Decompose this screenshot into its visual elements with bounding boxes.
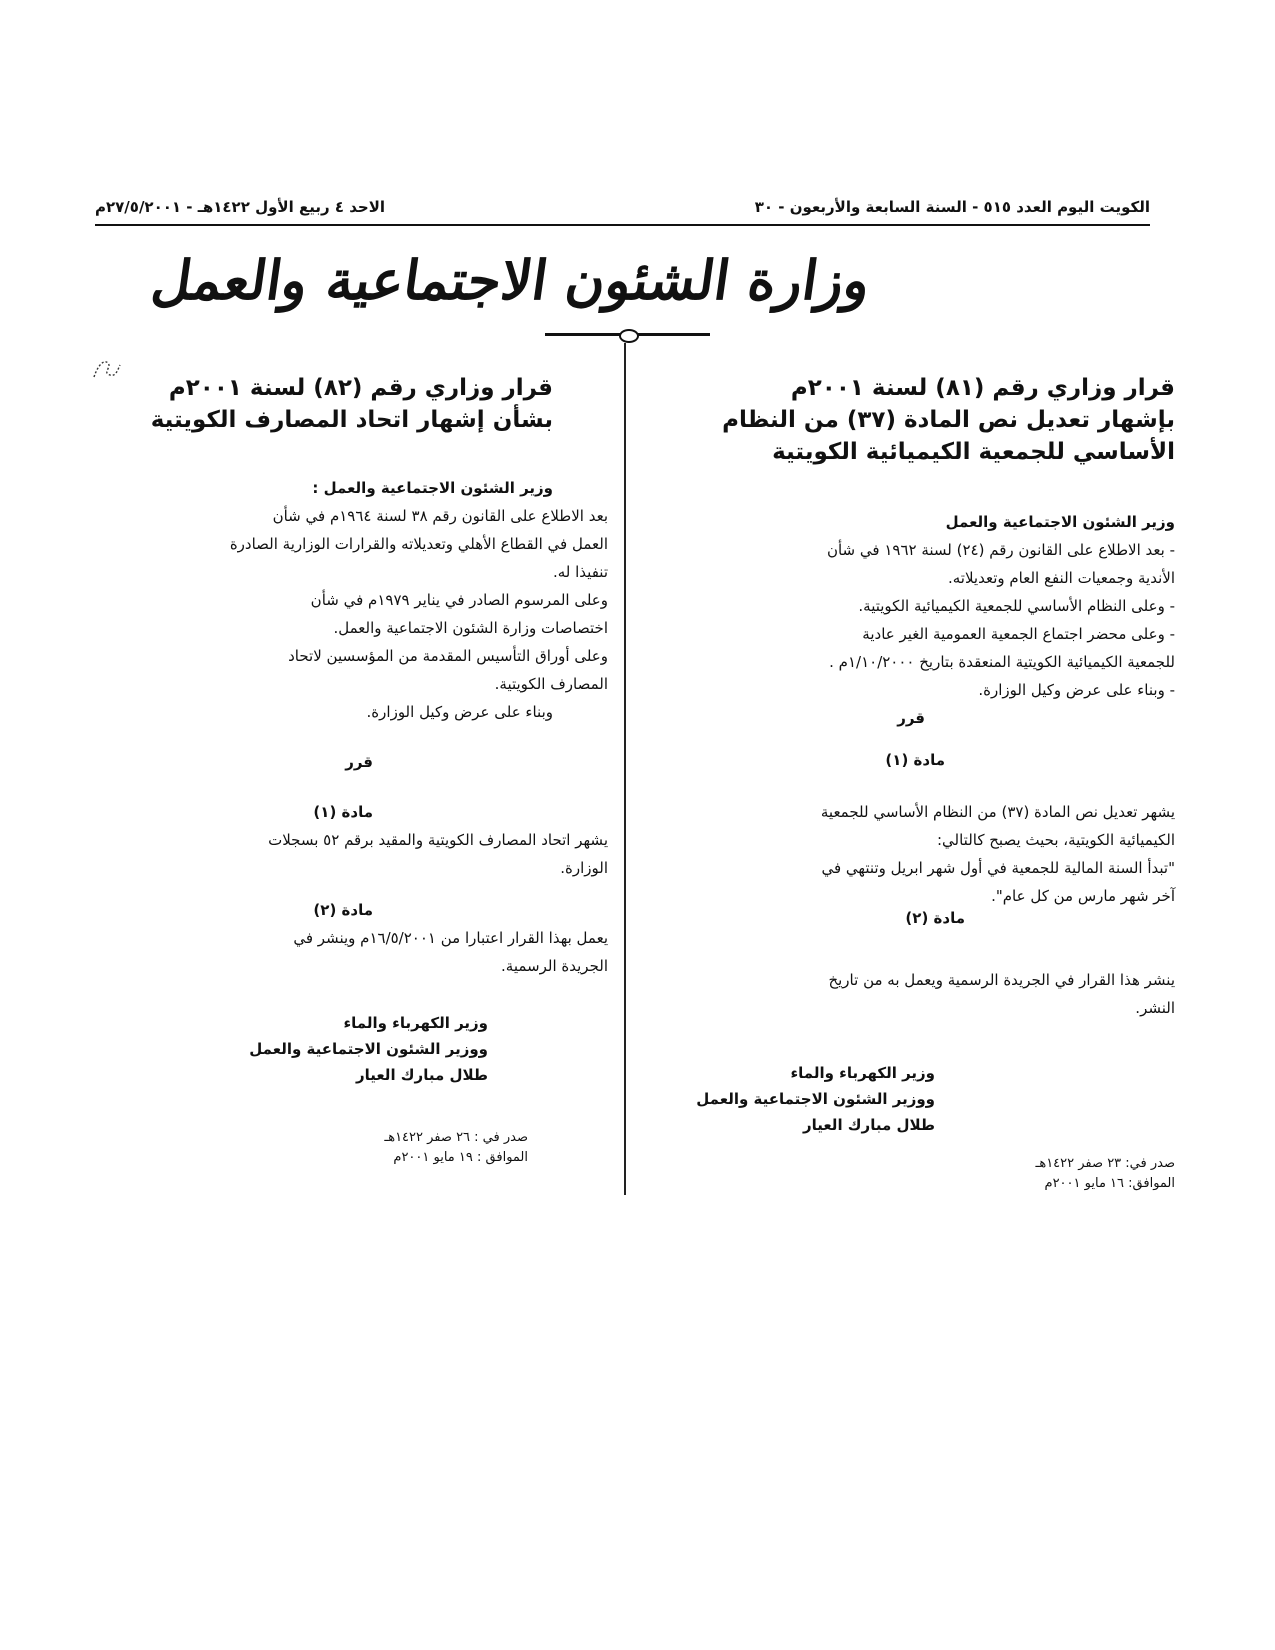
decree-82-issued-date: صدر في : ٢٦ صفر ١٤٢٢هـ bbox=[384, 1130, 528, 1145]
decree-81-corresponding-date: الموافق: ١٦ مايو ٢٠٠١م bbox=[1044, 1176, 1175, 1191]
decree-82-preamble-line: اختصاصات وزارة الشئون الاجتماعية والعمل. bbox=[333, 619, 608, 637]
decree-82-preamble-line: وبناء على عرض وكيل الوزارة. bbox=[366, 703, 553, 721]
decree-82-corresponding-date: الموافق : ١٩ مايو ٢٠٠١م bbox=[393, 1150, 528, 1165]
signature-name: طلال مبارك العيار bbox=[802, 1116, 935, 1134]
decree-82-preamble-line: المصارف الكويتية. bbox=[494, 675, 608, 693]
decree-82-decided: قرر bbox=[345, 753, 373, 771]
decree-81-preamble-line: - بعد الاطلاع على القانون رقم (٢٤) لسنة ١٩٦٢ في شأن bbox=[826, 541, 1175, 559]
decree-81-preamble-line: - وعلى محضر اجتماع الجمعية العمومية الغير عادية bbox=[862, 625, 1175, 643]
decree-82-article-1-title: مادة (١) bbox=[313, 803, 373, 821]
decree-82-article-1-line: الوزارة. bbox=[560, 859, 608, 877]
ministry-masthead-title: وزارة الشئون الاجتماعية والعمل bbox=[147, 248, 875, 312]
decree-81-article-2-line: النشر. bbox=[1135, 999, 1175, 1017]
gazette-header bbox=[95, 198, 1150, 226]
decree-81-issued-date: صدر في: ٢٣ صفر ١٤٢٢هـ bbox=[1035, 1156, 1175, 1171]
signature-title-2: ووزير الشئون الاجتماعية والعمل bbox=[696, 1090, 935, 1108]
decree-81-article-1-line: يشهر تعديل نص المادة (٣٧) من النظام الأساسي للجمعية bbox=[820, 803, 1175, 821]
decree-82-preamble-line: العمل في القطاع الأهلي وتعديلاته والقرارات الوزارية الصادرة bbox=[229, 535, 608, 553]
decree-81-article-1-line: آخر شهر مارس من كل عام". bbox=[991, 887, 1175, 905]
decree-82-minister-intro: وزير الشئون الاجتماعية والعمل : bbox=[312, 479, 553, 497]
decree-81-title-line-2: بإشهار تعديل نص المادة (٣٧) من النظام bbox=[722, 407, 1175, 433]
decree-81-minister-intro: وزير الشئون الاجتماعية والعمل bbox=[945, 513, 1175, 531]
decree-82-preamble-line: بعد الاطلاع على القانون رقم ٣٨ لسنة ١٩٦٤م في شأن bbox=[272, 507, 608, 525]
decree-81-title-line-1: قرار وزاري رقم (٨١) لسنة ٢٠٠١م bbox=[790, 375, 1175, 401]
header-issue-info: الكويت اليوم العدد ٥١٥ - السنة السابعة والأربعون - ٣٠ bbox=[754, 198, 1150, 216]
decree-81-preamble-line: للجمعية الكيميائية الكويتية المنعقدة بتاريخ ١/١٠/٢٠٠٠م . bbox=[829, 653, 1175, 671]
decree-82-article-2-line: يعمل بهذا القرار اعتبارا من ١٦/٥/٢٠٠١م وينشر في bbox=[293, 929, 608, 947]
decree-82-article-1-line: يشهر اتحاد المصارف الكويتية والمقيد برقم ٥٢ بسجلات bbox=[268, 831, 608, 849]
decree-81-title-line-3: الأساسي للجمعية الكيميائية الكويتية bbox=[772, 439, 1175, 465]
decree-81-article-2-line: ينشر هذا القرار في الجريدة الرسمية ويعمل به من تاريخ bbox=[828, 971, 1175, 989]
signature-title-2: ووزير الشئون الاجتماعية والعمل bbox=[249, 1040, 488, 1058]
decree-82-preamble-line: تنفيذا له. bbox=[552, 563, 608, 581]
signature-title-1: وزير الكهرباء والماء bbox=[790, 1064, 935, 1082]
decree-82-preamble-line: وعلى المرسوم الصادر في يناير ١٩٧٩م في شأن bbox=[310, 591, 608, 609]
decree-81-column bbox=[650, 372, 1175, 1194]
signature-title-1: وزير الكهرباء والماء bbox=[343, 1014, 488, 1032]
column-divider bbox=[624, 343, 626, 1195]
signature-name: طلال مبارك العيار bbox=[355, 1066, 488, 1084]
decree-82-title-line-1: قرار وزاري رقم (٨٢) لسنة ٢٠٠١م bbox=[168, 375, 553, 401]
decree-82-signature bbox=[88, 1010, 608, 1088]
decree-81-article-1-line: الكيميائية الكويتية، بحيث يصبح كالتالي: bbox=[936, 831, 1175, 849]
decree-81-article-1-line: "تبدأ السنة المالية للجمعية في أول شهر ابريل وتنتهي في bbox=[821, 859, 1175, 877]
decree-82-preamble-line: وعلى أوراق التأسيس المقدمة من المؤسسين لاتحاد bbox=[288, 647, 608, 665]
decree-81-preamble-line: الأندية وجمعيات النفع العام وتعديلاته. bbox=[947, 569, 1175, 587]
decree-81-decided: قرر bbox=[897, 709, 925, 727]
decree-82-title-line-2: بشأن إشهار اتحاد المصارف الكويتية bbox=[150, 407, 553, 433]
decree-81-article-1-title: مادة (١) bbox=[885, 751, 945, 769]
decree-82-article-2-line: الجريدة الرسمية. bbox=[501, 957, 608, 975]
masthead-ornament bbox=[619, 329, 639, 343]
ministry-masthead bbox=[147, 242, 875, 320]
header-date: الاحد ٤ ربيع الأول ١٤٢٢هـ - ٢٧/٥/٢٠٠١م bbox=[95, 198, 386, 216]
decree-81-signature bbox=[650, 1060, 1175, 1138]
decree-81-article-2-title: مادة (٢) bbox=[905, 909, 965, 927]
decree-82-article-2-title: مادة (٢) bbox=[313, 901, 373, 919]
decree-81-preamble-line: - وبناء على عرض وكيل الوزارة. bbox=[978, 681, 1175, 699]
decree-82-column bbox=[88, 372, 608, 1168]
decree-81-preamble-line: - وعلى النظام الأساسي للجمعية الكيميائية الكويتية. bbox=[858, 597, 1175, 615]
